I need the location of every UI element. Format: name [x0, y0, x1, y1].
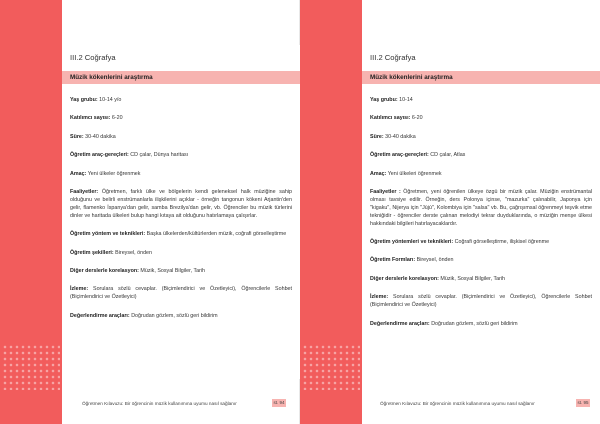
field-participants: Katılımcı sayısı: 6-20 [370, 115, 423, 122]
field-correlation: Diğer derslerle korelasyon: Müzik, Sosyal Bilgiler, Tarih [70, 267, 206, 274]
right-page [300, 0, 600, 424]
field-activities: Faaliyetler: Öğretmen, farklı ülke ve bölgelerin kendi geleneksel halk müziğine sahip olduğunu ve belirli enstrümanlarla ilişkilerini açıklar - örneğin tangonun kökeni Arjantin'den gelir, flamenko İspanya'dan gelir, samba Brezilya'dan gelir, vb. Öğrenciler bu müzik türlerini dinler ve haritada ülkeleri bulup hangi kıtaya ait olduğunu hatırlamaya çalışırlar. [70, 189, 292, 219]
field-duration: Süre: 30-40 dakika [70, 133, 116, 140]
left-dot-pattern [2, 344, 60, 390]
activity-title: Müzik kökenlerini araştırma [370, 74, 453, 81]
field-methods: Öğretim yöntem ve teknikleri: Başka ülkelerden/kültürlerden müzik, coğrafi görselleştirme [70, 231, 287, 238]
field-activities: Faaliyetler : Öğretmen, yeni öğrenilen ülkeye özgü bir müzik çalar. Müziğin enstrümantal olması tavsiye edilir. Örneğin, ders Polonya içinse, "mazurka" çalınabilir, Japonya için "kigaku", Nijerya için "Jùjú", Kolombiya için "salsa" vb. Bu, çağrışımsal öğrenmeyi teşvik etme tekniğidir - öğrenciler derste çalınan melodiyi tekrar duyduklarında, o müziğin menşe ülkesi hakkındaki bilgileri hatırlayacaklardır. [370, 189, 593, 227]
footer-text: Öğretmen Kılavuzu: Bir öğrencinin müzik kullanımına uyumu nasıl sağlanır [82, 401, 237, 406]
footer-text: Öğretmen Kılavuzu: Bir öğrencinin müzik kullanımına uyumu nasıl sağlanır [380, 401, 535, 406]
right-activity-details [370, 97, 592, 339]
section-heading: III.2 Coğrafya [370, 53, 416, 62]
field-age-group: Yaş grubu: 10-14 [370, 97, 413, 103]
field-aim: Amaç: Yeni ülkeleri öğrenmek [370, 170, 442, 177]
field-forms: Öğretim Formları: Bireysel, önden [370, 257, 454, 264]
field-duration: Süre: 30-40 dakika [370, 133, 416, 140]
field-forms: Öğretim şekilleri: Bireysel, önden [70, 249, 152, 256]
field-evaluation: Değerlendirme araçları: Doğrudan gözlem, sözlü geri bildirim [370, 320, 518, 327]
page-number: st. 95 [577, 400, 589, 405]
right-content-sheet [362, 45, 600, 379]
field-participants: Katılımcı sayısı: 6-20 [70, 115, 123, 122]
field-methods: Öğretim yöntemleri ve teknikleri: Coğrafi görselleştirme, ilişkisel öğrenme [370, 239, 550, 246]
page-number: st. 94 [273, 400, 285, 405]
field-evaluation: Değerlendirme araçları: Doğrudan gözlem, sözlü geri bildirim [70, 312, 218, 319]
activity-title: Müzik kökenlerini araştırma [70, 74, 153, 81]
activity-title-bar [362, 71, 600, 84]
left-content-sheet [62, 45, 300, 379]
field-aim: Amaç: Yeni ülkeler öğrenmek [70, 170, 141, 177]
field-monitoring: İzleme: Sorulara sözlü cevaplar. (Biçimlendirici ve Özetleyici), Öğrencilerle Sohbet (Biçimlendirici ve Özetleyici) [370, 294, 592, 309]
field-age-group: Yaş grubu: 10-14 y/o [70, 97, 122, 103]
activity-title-bar [62, 71, 300, 84]
right-dot-pattern [302, 344, 360, 390]
field-monitoring: İzleme: Sorulara sözlü cevaplar. (Biçimlendirici ve Özetleyici), Öğrencilerle Sohbet (Biçimlendirici ve Özetleyici) [70, 286, 292, 301]
field-materials: Öğretim araç-gereçleri: CD çalar, Dünya haritası [70, 152, 189, 159]
section-heading: III.2 Coğrafya [70, 53, 116, 62]
left-activity-details [70, 97, 292, 331]
field-correlation: Diğer derslerle korelasyon: Müzik, Sosyal Bilgiler, Tarih [370, 275, 506, 282]
field-materials: Öğretim araç-gereçleri: CD çalar, Atlas [370, 152, 466, 159]
